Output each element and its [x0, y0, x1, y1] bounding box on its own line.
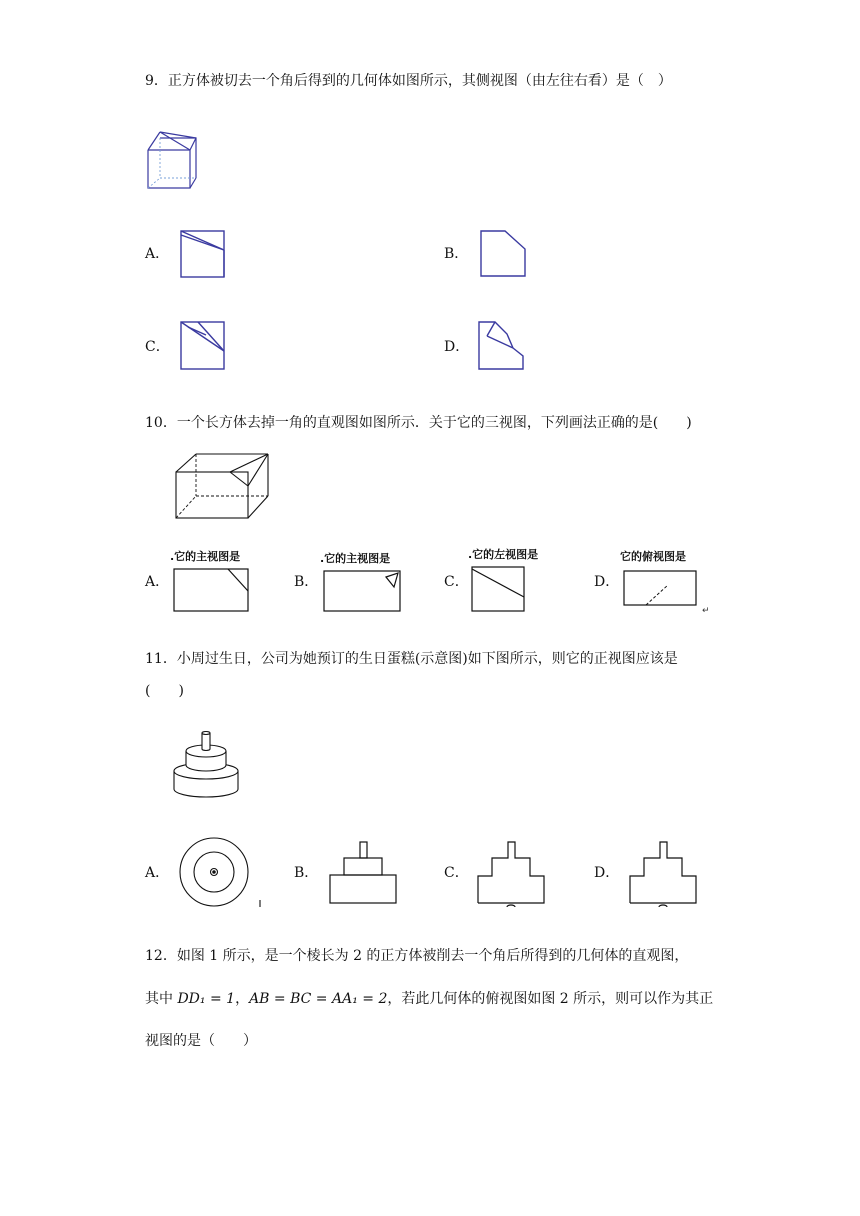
q11-stem-line1: 11．小周过生日，公司为她预订的生日蛋糕(示意图)如下图所示，则它的正视图应该是	[145, 651, 678, 667]
q10-option-c-caption: .它的左视图是	[468, 548, 539, 561]
q12-line2-suffix: ，若此几何体的俯视图如图 2 所示，则可以作为其正	[387, 991, 714, 1007]
q12-line2-sep: ，	[235, 991, 250, 1007]
q11-option-c-figure[interactable]	[476, 840, 548, 910]
q9-option-c-figure[interactable]	[180, 321, 226, 371]
q9-option-b-figure[interactable]	[479, 229, 527, 279]
q10-option-a-label[interactable]: A．	[145, 574, 170, 590]
q11-option-d-label[interactable]: D．	[594, 865, 620, 881]
q12-line2	[145, 989, 713, 1009]
q10-option-d[interactable]	[620, 548, 710, 615]
q12-line2-prefix: 其中	[145, 991, 178, 1007]
q10-option-d-caption: 它的俯视图是	[620, 550, 686, 563]
q9-option-d-label[interactable]: D．	[444, 339, 470, 355]
q9-cube-figure	[144, 128, 200, 192]
q9-option-a-figure[interactable]	[180, 230, 226, 278]
q11-option-a-label[interactable]: A．	[145, 865, 170, 881]
q12-math-dd1: DD₁ = 1	[177, 991, 236, 1007]
q11-option-b-figure[interactable]	[328, 840, 400, 906]
q11-stem-line2: ( )	[145, 683, 184, 699]
q9-option-b-label[interactable]: B．	[444, 246, 469, 262]
q10-option-a-caption: .它的主视图是	[170, 550, 241, 563]
q10-option-b-label[interactable]: B．	[294, 574, 319, 590]
q11-cake-figure	[170, 725, 242, 801]
q9-option-c-label[interactable]: C．	[145, 339, 170, 355]
q10-option-a[interactable]	[170, 548, 250, 613]
q11-option-a-figure[interactable]	[178, 836, 268, 908]
q10-stem: 10．一个长方体去掉一角的直观图如图所示．关于它的三视图，下列画法正确的是( )	[145, 415, 692, 431]
q10-cuboid-figure	[172, 450, 272, 522]
q9-option-d-figure[interactable]	[477, 320, 527, 372]
q10-option-b[interactable]	[320, 550, 404, 615]
svg-text:↵: ↵	[702, 606, 710, 616]
q10-option-c[interactable]	[468, 546, 538, 615]
q9-stem: 9．正方体被切去一个角后得到的几何体如图所示，其侧视图（由左往右看）是（ ）	[145, 73, 672, 89]
q12-math-ab-bc-aa1: AB = BC = AA₁ = 2	[249, 991, 388, 1007]
q10-option-b-caption: .它的主视图是	[320, 552, 391, 565]
q11-option-b-label[interactable]: B．	[294, 865, 319, 881]
q11-option-d-figure[interactable]	[628, 840, 700, 910]
q10-option-d-label[interactable]: D．	[594, 574, 620, 590]
q11-option-c-label[interactable]: C．	[444, 865, 469, 881]
q12-line1: 12．如图 1 所示，是一个棱长为 2 的正方体被削去一个角后所得到的几何体的直观图，	[145, 948, 689, 964]
q9-option-a-label[interactable]: A．	[145, 246, 170, 262]
q12-line3: 视图的是（ ）	[145, 1033, 257, 1049]
q10-option-c-label[interactable]: C．	[444, 574, 469, 590]
